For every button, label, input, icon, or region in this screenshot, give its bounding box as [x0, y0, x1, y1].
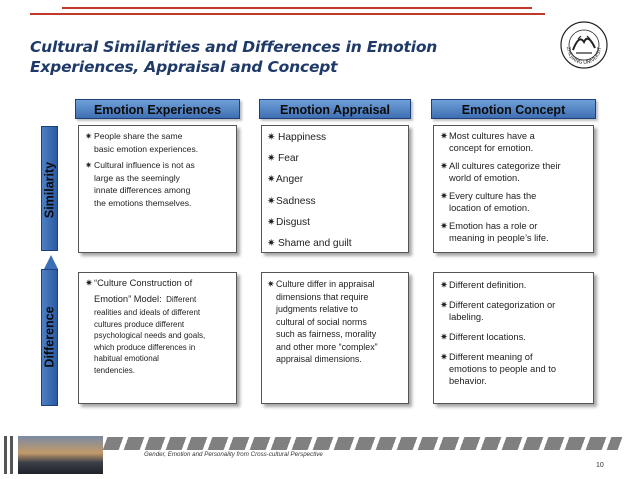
header-emotion-experiences: Emotion Experiences — [75, 99, 240, 119]
box-similarity-experiences — [78, 125, 237, 253]
row-label-similarity — [41, 126, 58, 251]
list-item: ✷ Cultural influence is not as large as the seemingly innate differences among the emotions themselves. — [85, 160, 195, 208]
list-item: ✷ Sadness — [267, 195, 316, 207]
list-item: ✷ Fear — [267, 153, 299, 165]
header-emotion-concept: Emotion Concept — [431, 99, 596, 119]
list-item: ✷ Different definition. — [440, 280, 527, 290]
slide-title-line-2: Experiences, Appraisal and Concept — [30, 58, 338, 76]
list-item: ✷ Emotion has a role or meaning in people’s life. — [440, 221, 549, 243]
list-item: ✷ All cultures categorize their world of emotion. — [440, 161, 561, 183]
box-difference-experiences — [78, 272, 237, 404]
top-accent-line-2 — [30, 13, 545, 15]
box-similarity-concept — [433, 125, 594, 253]
list-item: ✷ Disgust — [267, 216, 310, 228]
row-label-difference-text: Difference — [42, 306, 57, 368]
list-item: ✷ Every culture has the location of emotion. — [440, 191, 537, 213]
list-item: ✷ Different categorization or labeling. — [440, 300, 556, 322]
list-item: ✷ Shame and guilt — [267, 237, 352, 249]
footer-stripes-decoration — [103, 437, 623, 450]
list-item: ✷ Happiness — [267, 132, 327, 143]
footer-bars-decoration — [3, 436, 17, 474]
university-name-text: ZHEJIANG UNIVERSIT — [564, 46, 604, 67]
box-difference-concept — [433, 272, 594, 404]
list-item: ✷ Most cultures have a concept for emotion. — [440, 131, 535, 153]
footer-caption: Gender, Emotion and Personality from Cross-cultural Perspective — [144, 451, 323, 458]
slide-title — [30, 37, 530, 77]
row-label-similarity-text: Similarity — [42, 161, 57, 219]
list-item: ✷ Culture differ in appraisal dimensions that require judgments relative to cultural of social norms such as fairness, morality and other more “complex” appraisal dimensions. — [267, 279, 378, 364]
list-item: ✷ Different meaning of emotions to people and to behavior. — [440, 352, 556, 386]
list-item: ✷ Different locations. — [440, 332, 526, 342]
top-accent-line — [62, 7, 532, 9]
list-item: ✷ “Culture Construction of Emotion” Model: Different realities and ideals of different cultures produce different psychological needs and goals, which produce differences in habitual emotional tendencies. — [85, 278, 206, 375]
box-similarity-appraisal — [261, 125, 409, 253]
university-seal-icon — [559, 20, 609, 70]
page-number: 10 — [596, 462, 604, 469]
box-difference-appraisal — [261, 272, 409, 404]
footer-city-image — [18, 436, 103, 474]
slide-title-line-1: Cultural Similarities and Differences in Emotion — [30, 38, 438, 56]
list-item: ✷ People share the same basic emotion experiences. — [85, 131, 199, 154]
header-emotion-appraisal: Emotion Appraisal — [259, 99, 411, 119]
list-item: ✷ Anger — [267, 174, 304, 186]
arrow-up-icon — [44, 255, 58, 269]
row-label-difference — [41, 269, 58, 406]
